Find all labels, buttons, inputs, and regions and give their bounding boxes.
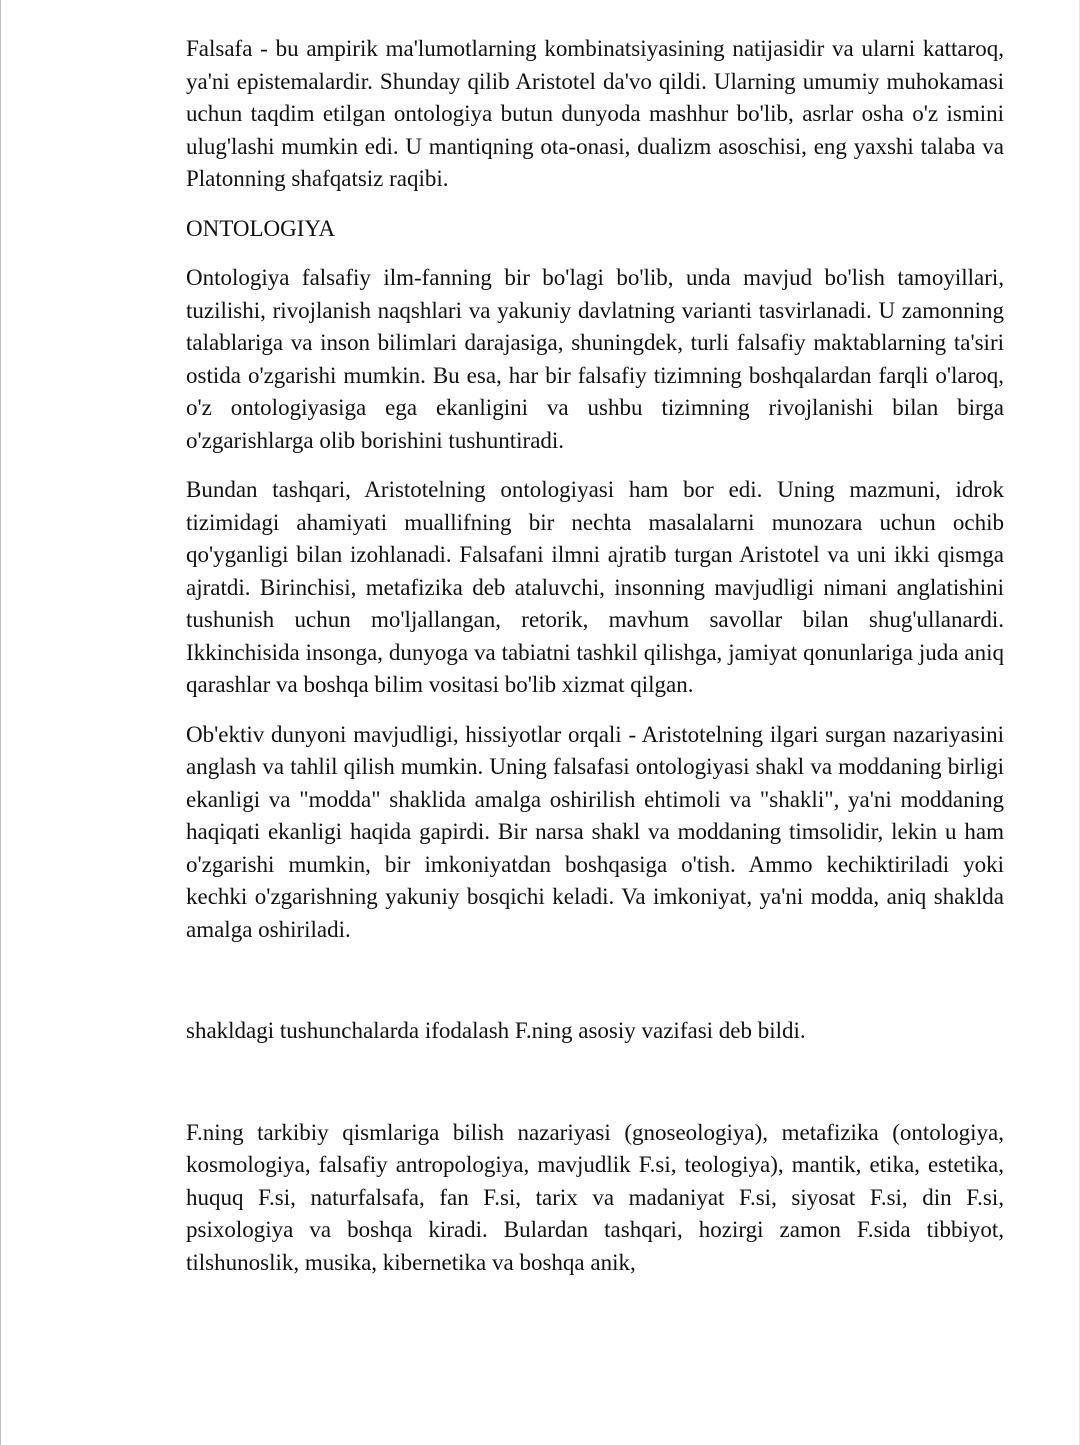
section-heading-ontologiya: ONTOLOGIYA bbox=[186, 215, 336, 241]
paragraph-ontology-definition: Ontologiya falsafiy ilm-fanning bir bo'lagi bo'lib, unda mavjud bo'lish tamoyillari, tuzilishi, rivojlanish naqshlari va yakuniy davlatning varianti tasvirlanadi. U zamonning talablariga va inson bilimlari darajasiga, shuningdek, turli falsafiy maktablarning ta'siri ostida o'zgarishi mumkin. Bu esa, har bir falsafiy tizimning boshqalardan farqli o'laroq, o'z ontologiyasiga ega ekanligini va ushbu tizimning rivojlanishi bilan birga o'zgarishlarga olib borishini tushuntiradi. bbox=[186, 265, 1004, 453]
blank-space bbox=[186, 963, 1004, 1015]
paragraph-aristotle-ontology: Bundan tashqari, Aristotelning ontologiyasi ham bor edi. Uning mazmuni, idrok tizimidagi ahamiyati muallifning bir nechta masalalarni munozara uchun ochib qo'yganligi bilan izohlanadi. Falsafani ilmni ajratib turgan Aristotel va uni ikki qismga ajratdi. Birinchisi, metafizika deb ataluvchi, insonning mavjudligi nimani anglatishini tushunish uchun mo'ljallangan, retorik, mavhum savollar bilan shug'ullanardi. Ikkinchisida insonga, dunyoga va tabiatni tashkil qilishga, jamiyat qonunlariga juda aniq qarashlar va boshqa bilim vositasi bo'lib xizmat qilgan. bbox=[186, 477, 1004, 697]
blank-space bbox=[186, 1065, 1004, 1117]
document-body bbox=[186, 33, 1004, 1296]
paragraph-components: F.ning tarkibiy qismlariga bilish nazariyasi (gnoseologiya), metafizika (ontologiya, kosmologiya, falsafiy antropologiya, mavjudlik F.si, teologiya), mantik, etika, estetika, huquq F.si, naturfalsafa, fan F.si, tarix va madaniyat F.si, siyosat F.si, din F.si, psixologiya va boshqa kiradi. Bulardan tashqari, hozirgi zamon F.sida tibbiyot, tilshunoslik, musika, kibernetika va boshqa anik, bbox=[186, 1119, 1004, 1275]
paragraph-fragment: shakldagi tushunchalarda ifodalash F.ning asosiy vazifasi deb bildi. bbox=[186, 1018, 806, 1043]
paragraph-intro: Falsafa - bu ampirik ma'lumotlarning kombinatsiyasining natijasidir va ularni kattaroq, ya'ni epistemalardir. Shunday qilib Aristotel da'vo qildi. Ularning umumiy muhokamasi uchun taqdim etilgan ontologiya butun dunyoda mashhur bo'lib, asrlar osha o'z ismini ulug'lashi mumkin edi. U mantiqning ota-onasi, dualizm asoschisi, eng yaxshi talaba va Platonning shafqatsiz raqibi. bbox=[186, 36, 1004, 191]
page-left-edge bbox=[0, 0, 1, 1445]
paragraph-objective-world: Ob'ektiv dunyoni mavjudligi, hissiyotlar orqali - Aristotelning ilgari surgan nazariyasini anglash va tahlil qilish mumkin. Uning falsafasi ontologiyasi shakl va moddaning birligi ekanligi va "modda" shaklida amalga oshirilish ehtimoli va "shakli", ya'ni moddaning haqiqati ekanligi haqida gapirdi. Bir narsa shakl va moddaning timsolidir, lekin u ham o'zgarishi mumkin, bir imkoniyatdan boshqasiga o'tish. Ammo kechiktiriladi yoki kechki o'zgarishning yakuniy bosqichi keladi. Va imkoniyat, ya'ni modda, aniq shaklda amalga oshiriladi. bbox=[186, 721, 1004, 942]
